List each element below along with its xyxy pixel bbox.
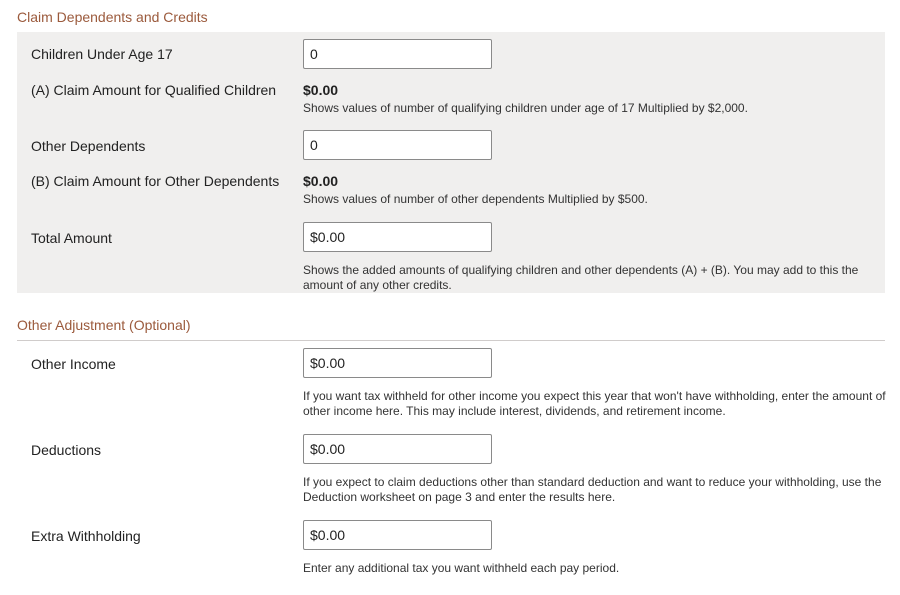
other-income-label: Other Income <box>31 356 116 372</box>
claim-qualified-children-help: Shows values of number of qualifying children under age of 17 Multiplied by $2,000. <box>303 101 748 115</box>
other-dependents-label: Other Dependents <box>31 138 146 154</box>
claim-qualified-children-amount: $0.00 <box>303 82 339 98</box>
total-amount-label: Total Amount <box>31 230 112 246</box>
children-under-17-label: Children Under Age 17 <box>31 46 173 62</box>
extra-withholding-help: Enter any additional tax you want withheld each pay period. <box>303 561 620 575</box>
claim-other-dependents-label: (B) Claim Amount for Other Dependents <box>31 173 280 189</box>
adjustment-panel <box>17 341 885 595</box>
claim-qualified-children-label: (A) Claim Amount for Qualified Children <box>31 82 277 98</box>
deductions-label: Deductions <box>31 442 102 458</box>
claim-other-dependents-help: Shows values of number of other dependents Multiplied by $500. <box>303 192 648 206</box>
total-amount-input[interactable] <box>303 222 492 252</box>
extra-withholding-label: Extra Withholding <box>31 528 141 544</box>
deductions-input[interactable] <box>303 434 492 464</box>
children-under-17-input[interactable] <box>303 39 492 69</box>
other-income-help: If you want tax withheld for other income you expect this year that won't have withholding, enter the amount of other income here. This may include interest, dividends, and retirement income. <box>303 389 886 418</box>
total-amount-help: Shows the added amounts of qualifying children and other dependents (A) + (B). You may add to this the amount of any other credits. <box>303 263 859 292</box>
deductions-help: If you expect to claim deductions other than standard deduction and want to reduce your withholding, use the Deduction worksheet on page 3 and enter the results here. <box>303 475 882 504</box>
claim-other-dependents-amount: $0.00 <box>303 173 339 189</box>
dependents-panel <box>17 32 885 293</box>
other-dependents-input[interactable] <box>303 130 492 160</box>
extra-withholding-input[interactable] <box>303 520 492 550</box>
adjustment-section-title: Other Adjustment (Optional) <box>17 317 191 333</box>
dependents-section-title: Claim Dependents and Credits <box>17 9 208 25</box>
other-income-input[interactable] <box>303 348 492 378</box>
